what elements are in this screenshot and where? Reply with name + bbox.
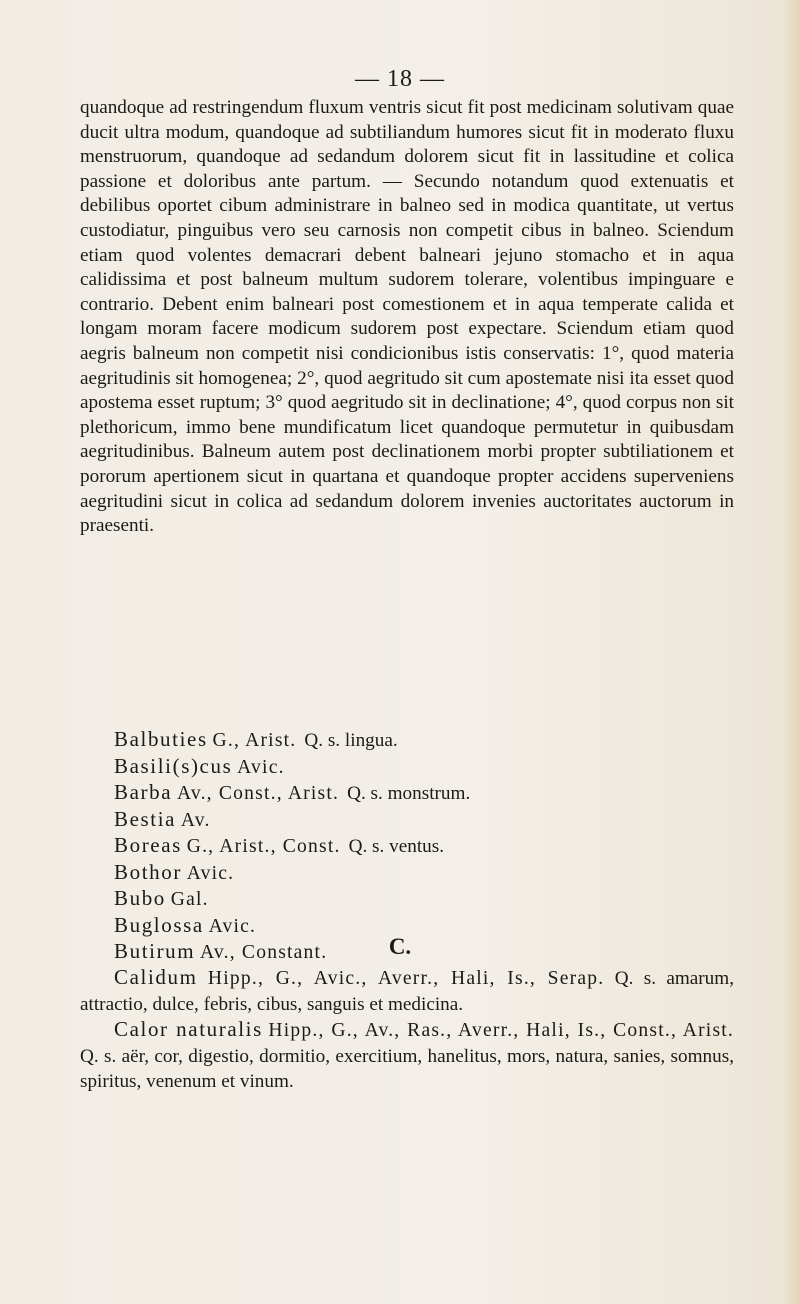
entry-headword: Bubo <box>114 886 166 910</box>
entry-headword: Boreas <box>114 833 182 857</box>
entry-headword: Calor naturalis <box>114 1017 263 1041</box>
entry-sources: Avic. <box>237 756 285 778</box>
entries-list-c <box>80 965 734 1095</box>
entry-sources: Av. <box>180 809 211 831</box>
body-paragraph: quandoque ad restringendum fluxum ventris sicut fit post medicinam solutivam quae ducit ultra modum, quandoque ad subtiliandum humores sicut fit in moderato fluxu menstruorum, quandoque ad sedandum dolorem sicut fit in lassitudine et colica passione et doloribus ante partum. — Secundo notandum quod extenuatis et debilibus oportet cibum administrare in balneo sed in modica quantitate, ut vertus custodiatur, pinguibus vero seu carnosis non competit cibus in balneo. Sciendum etiam quod volentes demacrari debent balneari jejuno stomacho et in aqua calidissima et post balneum multum sudorem tolerare, volentibus impinguare e contrario. Debent enim balneari post comestionem et in aqua temperate calida et longam moram facere modicum sudorem post expectare. Sciendum etiam quod aegris balneum non competit nisi condicionibus istis conservatis: 1°, quod materia aegritudinis sit homogenea; 2°, quod aegritudo sit cum apostemate nisi ita esset quod apostema esset ruptum; 3° quod aegritudo sit in declinatione; 4°, quod corpus non sit plethoricum, immo bene mundificatum licet quandoque permutetur in quibusdam aegritudinibus. Balneum autem post declinationem morbi propter subtiliationem et pororum apertionem sicut in quartana et quandoque propter accidens superveniens aegritudini sicut in colica ad sedandum dolorem invenies auctoritates auctorum in praesenti. <box>80 97 734 537</box>
entry-gloss: Q. s. amarum, attractio, dulce, febris, cibus, sanguis et medicina. <box>80 968 734 1015</box>
entry-headword: Calidum <box>114 965 198 989</box>
entry-sources: Avic. <box>208 915 257 937</box>
entry-bubo <box>114 886 734 913</box>
entry-sources: Av., Const., Arist. <box>176 783 340 804</box>
entry-headword: Barba <box>114 780 173 804</box>
entry-sources: Av., Constant. <box>200 942 328 963</box>
entry-gloss: Q. s. monstrum. <box>347 783 471 804</box>
entry-sources: G., Arist. <box>212 730 297 751</box>
entry-headword: Butirum <box>114 939 196 963</box>
entry-bothor <box>114 860 734 887</box>
entry-sources: Gal. <box>170 889 209 910</box>
entry-calidum <box>80 965 734 1017</box>
entry-balbuties <box>114 727 734 754</box>
entry-gloss: Q. s. aër, cor, digestio, dormitio, exercitium, hanelitus, mors, natura, sanies, somnus, spiritus, venenum et vinum. <box>80 1045 734 1092</box>
entry-basiliscus <box>114 754 734 781</box>
page-number: — 18 — <box>355 66 445 92</box>
entry-gloss: Q. s. lingua. <box>304 730 398 751</box>
entry-headword: Buglossa <box>114 912 204 937</box>
entry-headword: Balbuties <box>114 727 208 751</box>
entry-barba <box>114 780 734 807</box>
entry-boreas <box>114 833 734 860</box>
entries-list-b <box>114 727 734 966</box>
entry-sources: G., Arist., Const. <box>186 836 341 857</box>
entry-gloss: Q. s. ventus. <box>348 836 445 857</box>
entry-sources: Hipp., G., Av., Ras., Averr., Hali, Is., Const., Arist. <box>268 1020 735 1041</box>
entry-sources: Avic. <box>186 862 235 884</box>
entry-headword: Basili(s)cus <box>114 753 233 778</box>
page-edge-shadow <box>782 0 800 1304</box>
section-heading-c: C. <box>388 934 412 959</box>
entry-headword: Bestia <box>114 806 177 831</box>
entry-sources: Hipp., G., Avic., Averr., Hali, Is., Serap. <box>207 968 605 989</box>
entry-calor-naturalis <box>80 1017 734 1095</box>
entry-headword: Bothor <box>114 859 182 884</box>
entry-bestia <box>114 807 734 834</box>
